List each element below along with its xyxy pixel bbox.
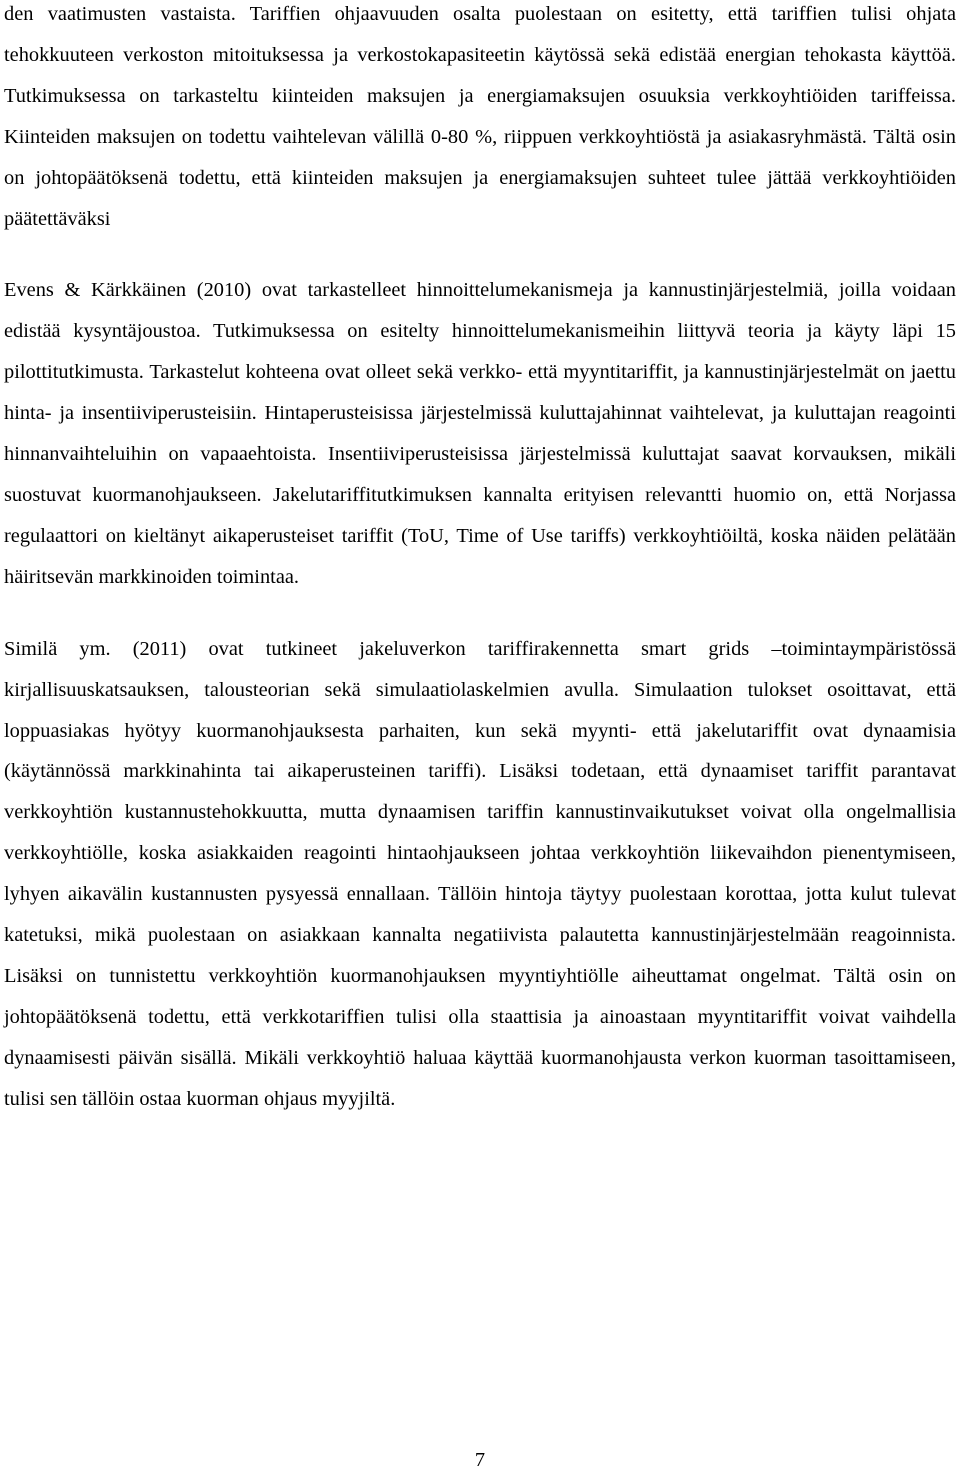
document-page: [4, 0, 956, 1120]
paragraph-evens-karkkainen: Evens & Kärkkäinen (2010) ovat tarkastelleet hinnoittelumekanismeja ja kannustinjärjestelmiä, joilla voidaan edistää kysyntäjoustoa. Tutkimuksessa on esitelty hinnoittelumekanismeihin liittyvä teoria ja käyty läpi 15 pilottitutkimusta. Tarkastelut kohteena ovat olleet sekä verkko- että myyntitariffit, ja kannustinjärjestelmät on jaettu hinta- ja insentiiviperusteisiin. Hintaperusteisissa järjestelmissä kuluttajahinnat vaihtelevat, ja kuluttajan reagointi hinnanvaihteluihin on vapaaehtoista. Insentiiviperusteisissa järjestelmissä kuluttajat saavat korvauksen, mikäli suostuvat kuormanohjaukseen. Jakelutariffitutkimuksen kannalta erityisen relevantti huomio on, että Norjassa regulaattori on kieltänyt aikaperusteiset tariffit (ToU, Time of Use tariffs) verkkoyhtiöiltä, koska näiden pelätään häiritsevän markkinoiden toimintaa.: [4, 279, 956, 588]
page-number: 7: [474, 1449, 486, 1471]
paragraph-tariff-guidance: den vaatimusten vastaista. Tariffien ohjaavuuden osalta puolestaan on esitetty, että tariffien tulisi ohjata tehokkuuteen verkoston mitoituksessa ja verkostokapasiteetin käytössä sekä edistää energian tehokasta käyttöä. Tutkimuksessa on tarkasteltu kiinteiden maksujen ja energiamaksujen osuuksia verkkoyhtiöiden tariffeissa. Kiinteiden maksujen on todettu vaihtelevan välillä 0-80 %, riippuen verkkoyhtiöstä ja asiakasryhmästä. Tältä osin on johtopäätöksenä todettu, että kiinteiden maksujen ja energiamaksujen suhteet tulee jättää verkkoyhtiöiden päätettäväksi: [4, 3, 956, 230]
paragraph-simila-et-al: Similä ym. (2011) ovat tutkineet jakeluverkon tariffirakennetta smart grids –toimintaympäristössä kirjallisuuskatsauksen, talousteorian sekä simulaatiolaskelmien avulla. Simulaation tulokset osoittavat, että loppuasiakas hyötyy kuormanohjauksesta parhaiten, kun sekä myynti- että jakelutariffit ovat dynaamisia (käytännössä markkinahinta tai aikaperusteinen tariffi). Lisäksi todetaan, että dynaamiset tariffit parantavat verkkoyhtiön kustannustehokkuutta, mutta dynaamisen tariffin kannustinvaikutukset voivat olla ongelmallisia verkkoyhtiölle, koska asiakkaiden reagointi hintaohjaukseen johtaa verkkoyhtiön liikevaihdon pienentymiseen, lyhyen aikavälin kustannusten pysyessä ennallaan. Tällöin hintoja täytyy puolestaan korottaa, jotta kulut tulevat katetuksi, mikä puolestaan on asiakkaan kannalta negatiivista palautetta kannustinjärjestelmään reagoinnista. Lisäksi on tunnistettu verkkoyhtiön kuormanohjauksen myyntiyhtiölle aiheuttamat ongelmat. Tältä osin on johtopäätöksenä todettu, että verkkotariffien tulisi olla staattisia ja ainoastaan myyntitariffit voivat vaihdella dynaamisesti päivän sisällä. Mikäli verkkoyhtiö haluaa käyttää kuormanohjausta verkon kuorman tasoittamiseen, tulisi sen tällöin ostaa kuorman ohjaus myyjiltä.: [4, 637, 956, 1110]
